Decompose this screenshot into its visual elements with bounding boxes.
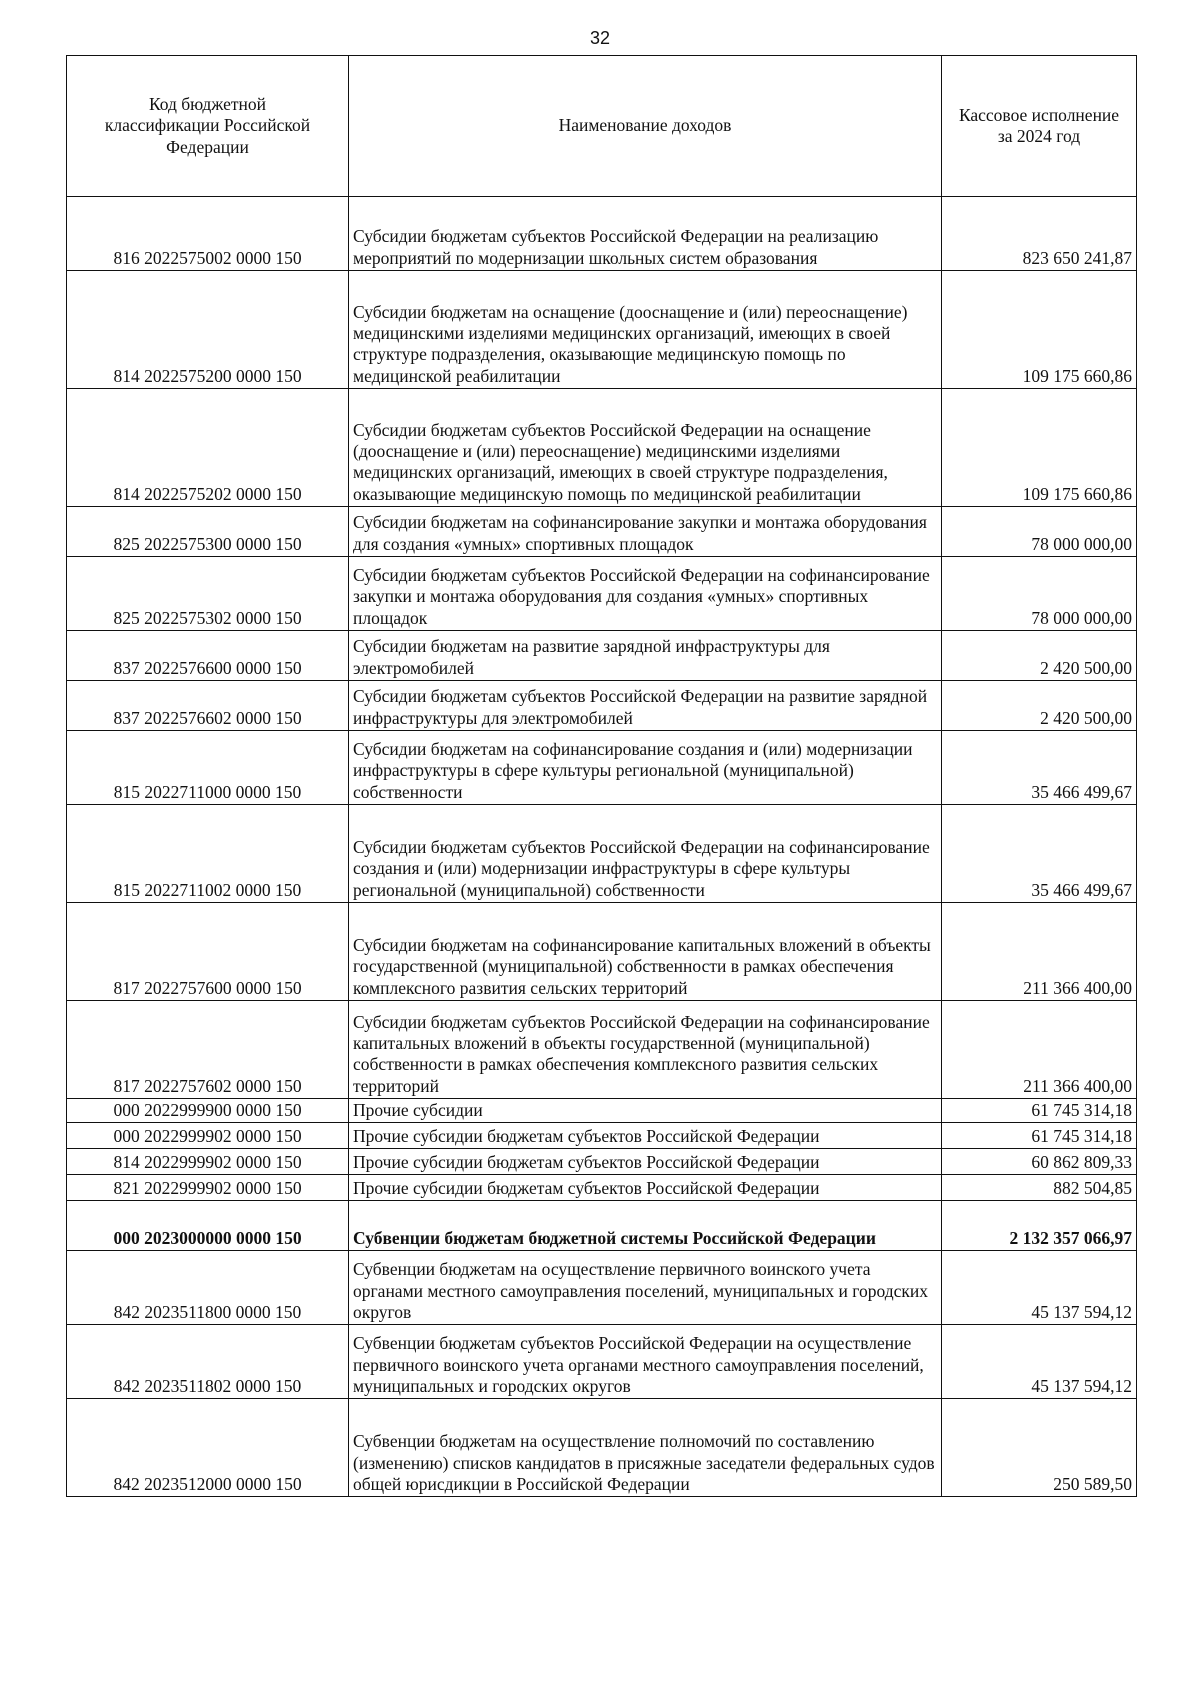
table-row — [67, 903, 1137, 1001]
execution-sum-cell: 109 175 660,86 — [942, 271, 1137, 389]
revenue-name-cell: Прочие субсидии бюджетам субъектов Российской Федерации — [349, 1149, 942, 1175]
table-row — [67, 1325, 1137, 1399]
execution-sum-cell: 78 000 000,00 — [942, 557, 1137, 631]
table-row — [67, 557, 1137, 631]
budget-code-cell: 815 2022711000 0000 150 — [67, 731, 349, 805]
revenue-name-cell: Субвенции бюджетам бюджетной системы Российской Федерации — [349, 1201, 942, 1251]
table-row — [67, 631, 1137, 681]
table-row — [67, 1099, 1137, 1123]
header-name: Наименование доходов — [349, 56, 942, 197]
table-row — [67, 805, 1137, 903]
budget-code-cell: 814 2022575202 0000 150 — [67, 389, 349, 507]
execution-sum-cell: 882 504,85 — [942, 1175, 1137, 1201]
execution-sum-cell: 250 589,50 — [942, 1399, 1137, 1497]
execution-sum-cell: 61 745 314,18 — [942, 1123, 1137, 1149]
revenue-name-cell: Субсидии бюджетам на развитие зарядной инфраструктуры для электромобилей — [349, 631, 942, 681]
table-row — [67, 1149, 1137, 1175]
execution-sum-cell: 78 000 000,00 — [942, 507, 1137, 557]
revenue-name-cell: Субвенции бюджетам на осуществление первичного воинского учета органами местного самоуправления поселений, муниципальных и городских округов — [349, 1251, 942, 1325]
revenue-name-cell: Прочие субсидии бюджетам субъектов Российской Федерации — [349, 1123, 942, 1149]
table-row — [67, 197, 1137, 271]
budget-code-cell: 000 2022999900 0000 150 — [67, 1099, 349, 1123]
execution-sum-cell: 45 137 594,12 — [942, 1325, 1137, 1399]
table-row — [67, 271, 1137, 389]
execution-sum-cell: 109 175 660,86 — [942, 389, 1137, 507]
execution-sum-cell: 35 466 499,67 — [942, 731, 1137, 805]
revenue-name-cell: Субвенции бюджетам субъектов Российской Федерации на осуществление первичного воинского учета органами местного самоуправления поселений, муниципальных и городских округов — [349, 1325, 942, 1399]
table-row — [67, 507, 1137, 557]
table-row — [67, 731, 1137, 805]
budget-code-cell: 000 2022999902 0000 150 — [67, 1123, 349, 1149]
execution-sum-cell: 211 366 400,00 — [942, 903, 1137, 1001]
revenue-name-cell: Субсидии бюджетам на оснащение (дооснащение и (или) переоснащение) медицинскими изделиями медицинских организаций, имеющих в своей структуре подразделения, оказывающие медицинскую помощь по медицинской реабилитации — [349, 271, 942, 389]
budget-code-cell: 815 2022711002 0000 150 — [67, 805, 349, 903]
budget-code-cell: 837 2022576600 0000 150 — [67, 631, 349, 681]
budget-code-cell: 817 2022757600 0000 150 — [67, 903, 349, 1001]
revenue-name-cell: Субвенции бюджетам на осуществление полномочий по составлению (изменению) списков кандидатов в присяжные заседатели федеральных судов общей юрисдикции в Российской Федерации — [349, 1399, 942, 1497]
header-code: Код бюджетной классификации Российской Федерации — [67, 56, 349, 197]
revenue-name-cell: Субсидии бюджетам субъектов Российской Федерации на софинансирование создания и (или) модернизации инфраструктуры в сфере культуры региональной (муниципальной) собственности — [349, 805, 942, 903]
revenue-name-cell: Субсидии бюджетам субъектов Российской Федерации на софинансирование капитальных вложений в объекты государственной (муниципальной) собственности в рамках обеспечения комплексного развития сельских территорий — [349, 1001, 942, 1099]
budget-code-cell: 814 2022999902 0000 150 — [67, 1149, 349, 1175]
execution-sum-cell: 35 466 499,67 — [942, 805, 1137, 903]
execution-sum-cell: 211 366 400,00 — [942, 1001, 1137, 1099]
budget-code-cell: 837 2022576602 0000 150 — [67, 681, 349, 731]
table-row — [67, 1175, 1137, 1201]
revenue-name-cell: Прочие субсидии — [349, 1099, 942, 1123]
execution-sum-cell: 2 420 500,00 — [942, 681, 1137, 731]
revenue-name-cell: Субсидии бюджетам субъектов Российской Федерации на софинансирование закупки и монтажа оборудования для создания «умных» спортивных площадок — [349, 557, 942, 631]
revenue-table — [66, 55, 1137, 1497]
budget-code-cell: 842 2023511800 0000 150 — [67, 1251, 349, 1325]
budget-code-cell: 825 2022575302 0000 150 — [67, 557, 349, 631]
table-row — [67, 1251, 1137, 1325]
table-row — [67, 1399, 1137, 1497]
table-row — [67, 1123, 1137, 1149]
budget-code-cell: 817 2022757602 0000 150 — [67, 1001, 349, 1099]
execution-sum-cell: 60 862 809,33 — [942, 1149, 1137, 1175]
table-row — [67, 681, 1137, 731]
execution-sum-cell: 2 132 357 066,97 — [942, 1201, 1137, 1251]
revenue-name-cell: Субсидии бюджетам субъектов Российской Федерации на оснащение (дооснащение и (или) переоснащение) медицинскими изделиями медицинских организаций, имеющих в своей структуре подразделения, оказывающие медицинскую помощь по медицинской реабилитации — [349, 389, 942, 507]
execution-sum-cell: 823 650 241,87 — [942, 197, 1137, 271]
revenue-name-cell: Субсидии бюджетам на софинансирование закупки и монтажа оборудования для создания «умных» спортивных площадок — [349, 507, 942, 557]
budget-code-cell: 842 2023512000 0000 150 — [67, 1399, 349, 1497]
table-row — [67, 1201, 1137, 1251]
execution-sum-cell: 2 420 500,00 — [942, 631, 1137, 681]
budget-code-cell: 842 2023511802 0000 150 — [67, 1325, 349, 1399]
table-row — [67, 1001, 1137, 1099]
table-row — [67, 389, 1137, 507]
budget-code-cell: 816 2022575002 0000 150 — [67, 197, 349, 271]
execution-sum-cell: 61 745 314,18 — [942, 1099, 1137, 1123]
budget-code-cell: 825 2022575300 0000 150 — [67, 507, 349, 557]
table-header-row — [67, 56, 1137, 197]
budget-code-cell: 821 2022999902 0000 150 — [67, 1175, 349, 1201]
revenue-name-cell: Субсидии бюджетам на софинансирование создания и (или) модернизации инфраструктуры в сфере культуры региональной (муниципальной) собственности — [349, 731, 942, 805]
budget-code-cell: 814 2022575200 0000 150 — [67, 271, 349, 389]
revenue-name-cell: Прочие субсидии бюджетам субъектов Российской Федерации — [349, 1175, 942, 1201]
page-number: 32 — [589, 28, 611, 48]
revenue-name-cell: Субсидии бюджетам субъектов Российской Федерации на реализацию мероприятий по модернизации школьных систем образования — [349, 197, 942, 271]
header-sum: Кассовое исполнение за 2024 год — [942, 56, 1137, 197]
execution-sum-cell: 45 137 594,12 — [942, 1251, 1137, 1325]
budget-code-cell: 000 2023000000 0000 150 — [67, 1201, 349, 1251]
revenue-name-cell: Субсидии бюджетам субъектов Российской Федерации на развитие зарядной инфраструктуры для электромобилей — [349, 681, 942, 731]
revenue-name-cell: Субсидии бюджетам на софинансирование капитальных вложений в объекты государственной (муниципальной) собственности в рамках обеспечения комплексного развития сельских территорий — [349, 903, 942, 1001]
